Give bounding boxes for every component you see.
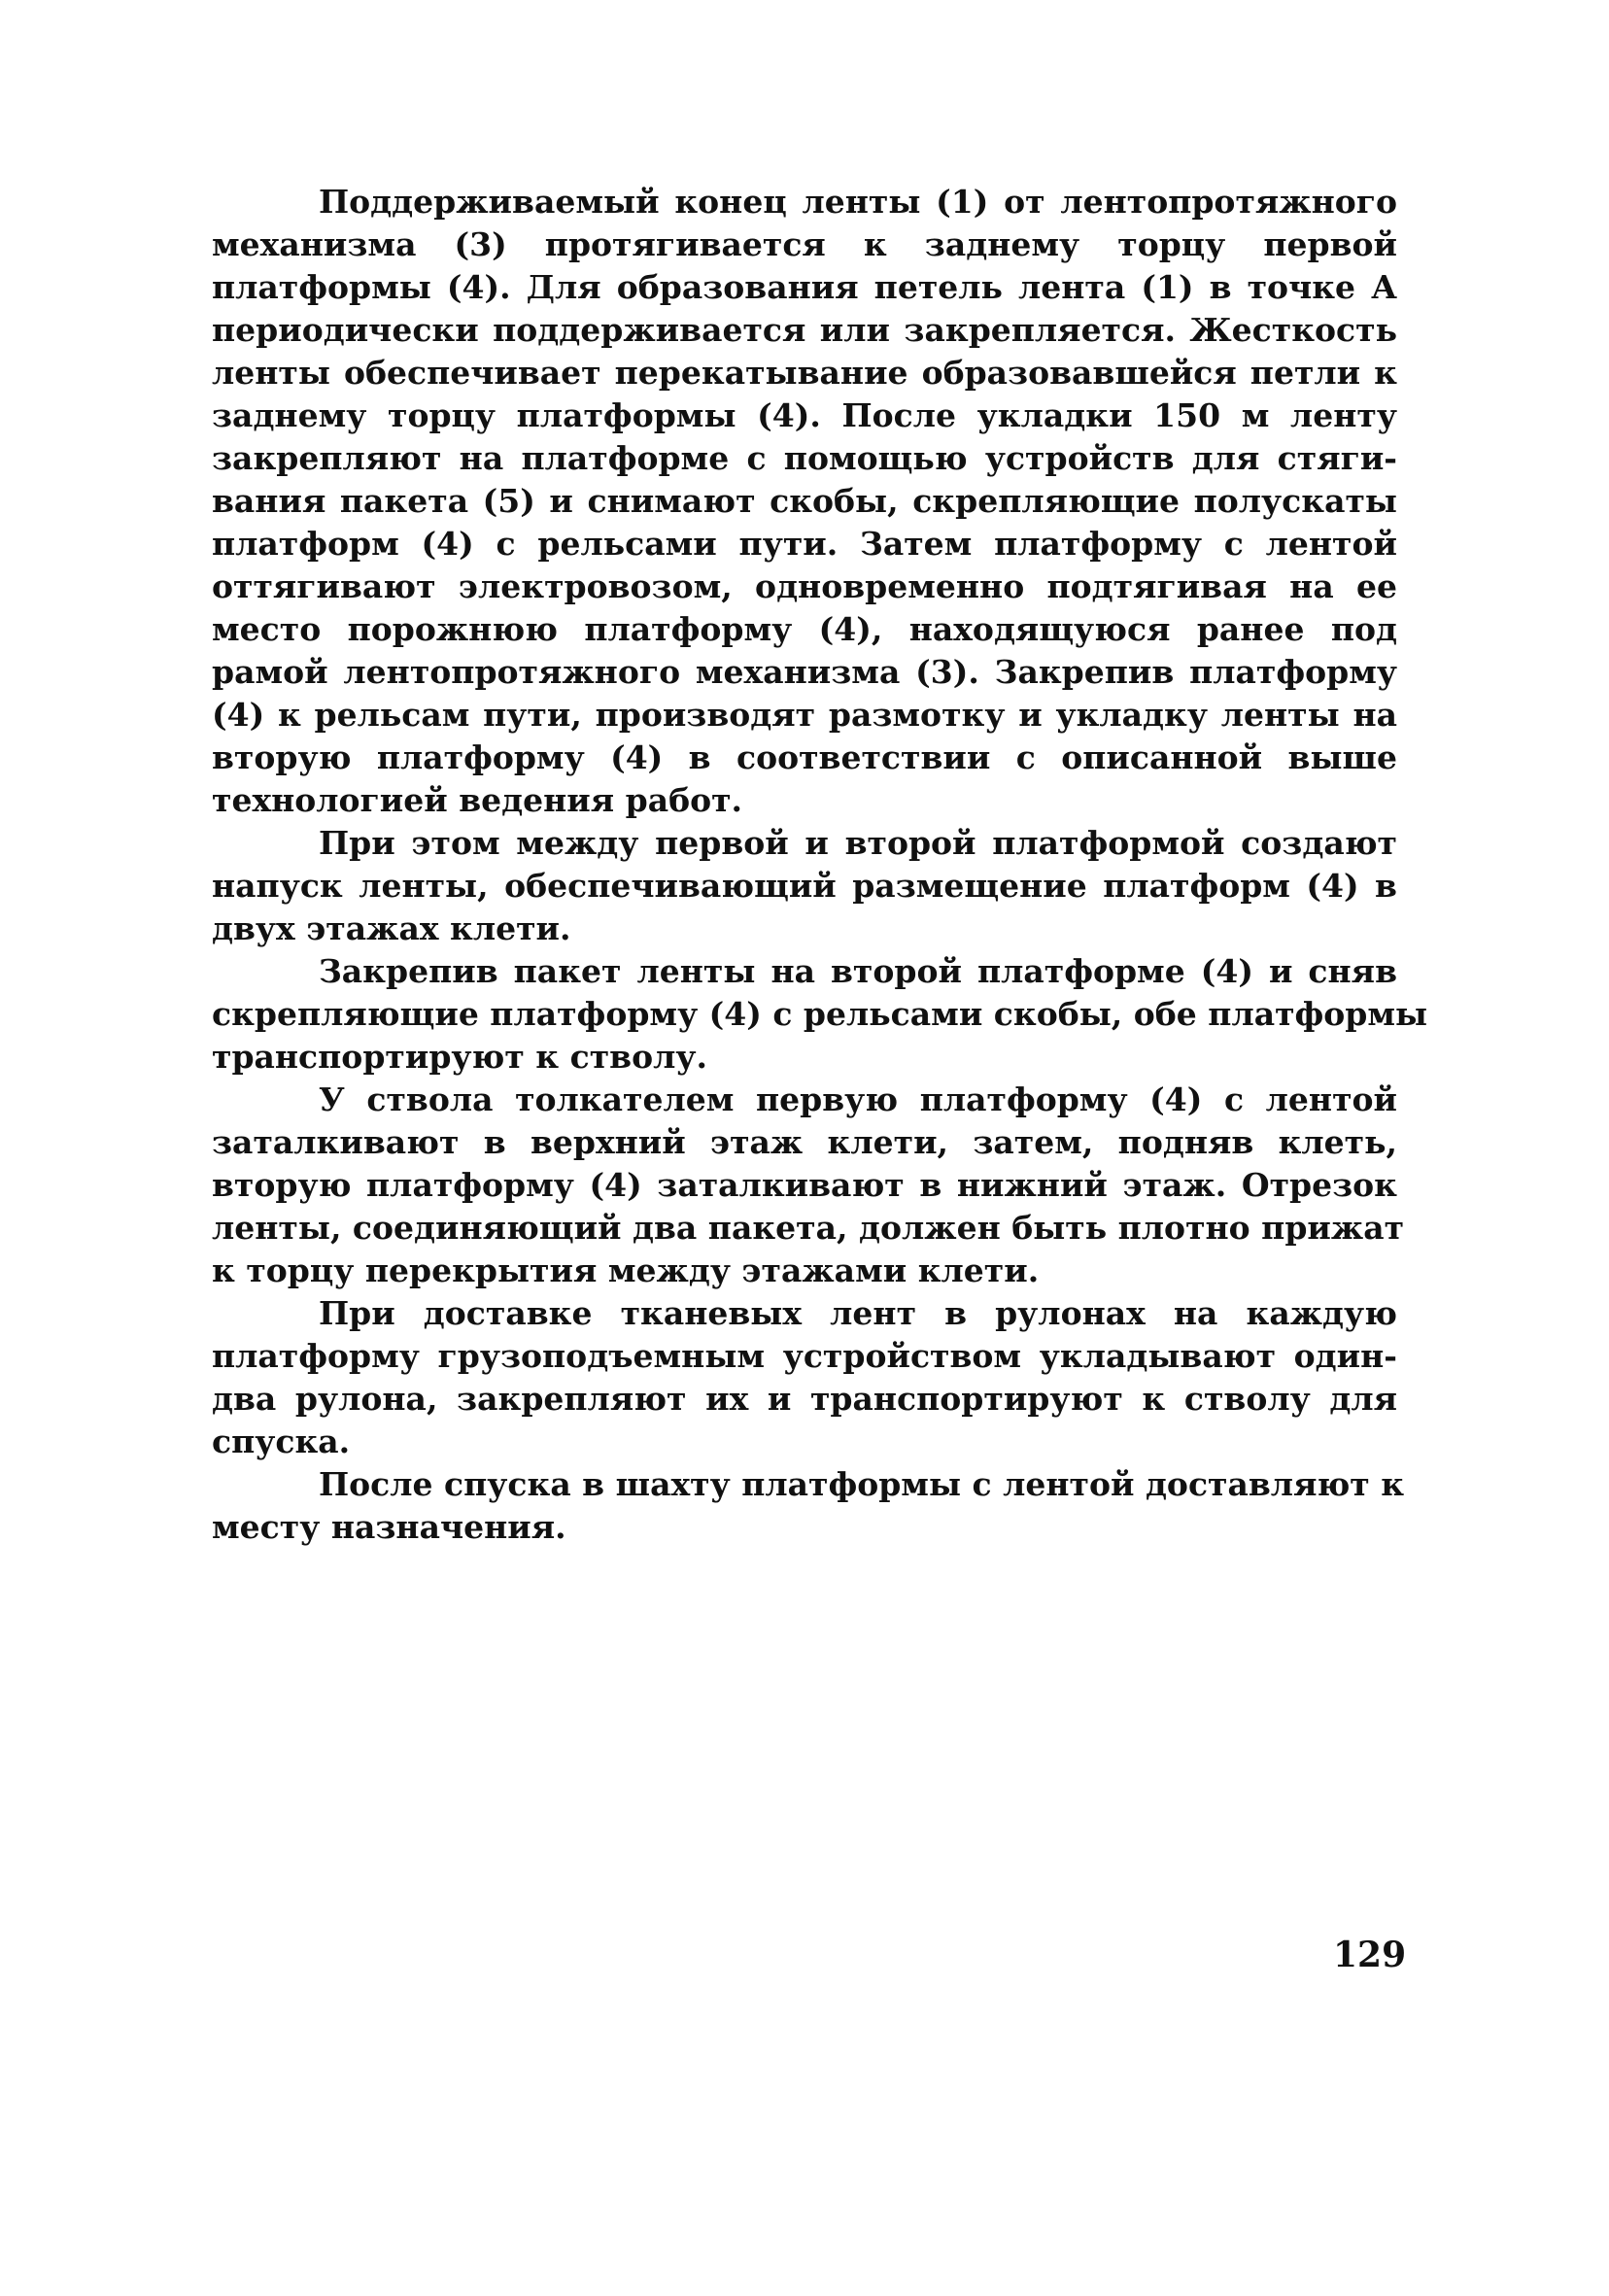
text-line: платформ (4) с рельсами пути. Затем платформу с лентой — [212, 525, 1397, 563]
paragraph-2 — [212, 822, 1397, 950]
page-number: 129 — [1333, 1935, 1407, 1975]
text-line: два рулона, закрепляют их и транспортируют к стволу для — [212, 1380, 1397, 1418]
text-line: Закрепив пакет ленты на второй платформе (4) и сняв — [319, 952, 1397, 990]
text-line: механизма (3) протягивается к заднему торцу первой — [212, 225, 1397, 263]
text-line: заднему торцу платформы (4). После укладки 150 м ленту — [212, 396, 1397, 434]
text-line: месту назначения. — [212, 1508, 566, 1546]
paragraph-4 — [212, 1079, 1405, 1292]
text-line: двух этажах клети. — [212, 909, 571, 947]
paragraph-6 — [212, 1463, 1405, 1549]
text-line: напуск ленты, обеспечивающий размещение платформ (4) в — [212, 867, 1397, 905]
body-text — [212, 181, 1428, 1549]
text-line: При доставке тканевых лент в рулонах на каждую — [319, 1294, 1397, 1332]
text-line: закрепляют на платформе с помощью устройств для стяги- — [212, 439, 1397, 477]
text-line: скрепляющие платформу (4) с рельсами скобы, обе платформы — [212, 995, 1428, 1033]
text-line: платформы (4). Для образования петель лента (1) в точке А — [212, 268, 1397, 306]
text-line: вторую платформу (4) в соответствии с описанной выше — [212, 738, 1397, 776]
text-line: технологией ведения работ. — [212, 781, 743, 819]
text-line: место порожнюю платформу (4), находящуюся ранее под — [212, 610, 1397, 648]
text-line: При этом между первой и второй платформой создают — [319, 824, 1397, 862]
text-line: вания пакета (5) и снимают скобы, скрепляющие полускаты — [212, 482, 1397, 520]
text-line: ленты обеспечивает перекатывание образовавшейся петли к — [212, 354, 1397, 392]
text-line: заталкивают в верхний этаж клети, затем, подняв клеть, — [212, 1123, 1397, 1161]
text-line: ленты, соединяющий два пакета, должен быть плотно прижат — [212, 1209, 1405, 1247]
text-line: (4) к рельсам пути, производят размотку и укладку ленты на — [212, 696, 1397, 734]
text-line: рамой лентопротяжного механизма (3). Закрепив платформу — [212, 653, 1397, 691]
text-line: спуска. — [212, 1422, 351, 1460]
text-line: платформу грузоподъемным устройством укладывают один- — [212, 1337, 1397, 1375]
text-line: Поддерживаемый конец ленты (1) от лентопротяжного — [319, 183, 1397, 221]
text-line: к торцу перекрытия между этажами клети. — [212, 1251, 1040, 1289]
text-line: транспортируют к стволу. — [212, 1038, 707, 1076]
paragraph-5 — [212, 1292, 1397, 1463]
text-line: вторую платформу (4) заталкивают в нижний этаж. Отрезок — [212, 1166, 1397, 1204]
paragraph-1 — [212, 181, 1397, 822]
paragraph-3 — [212, 950, 1428, 1079]
text-line: У ствола толкателем первую платформу (4) с лентой — [319, 1080, 1397, 1118]
text-line: После спуска в шахту платформы с лентой доставляют к — [319, 1465, 1405, 1503]
text-line: оттягивают электровозом, одновременно подтягивая на ее — [212, 567, 1397, 605]
text-line: периодически поддерживается или закрепляется. Жесткость — [212, 311, 1397, 349]
